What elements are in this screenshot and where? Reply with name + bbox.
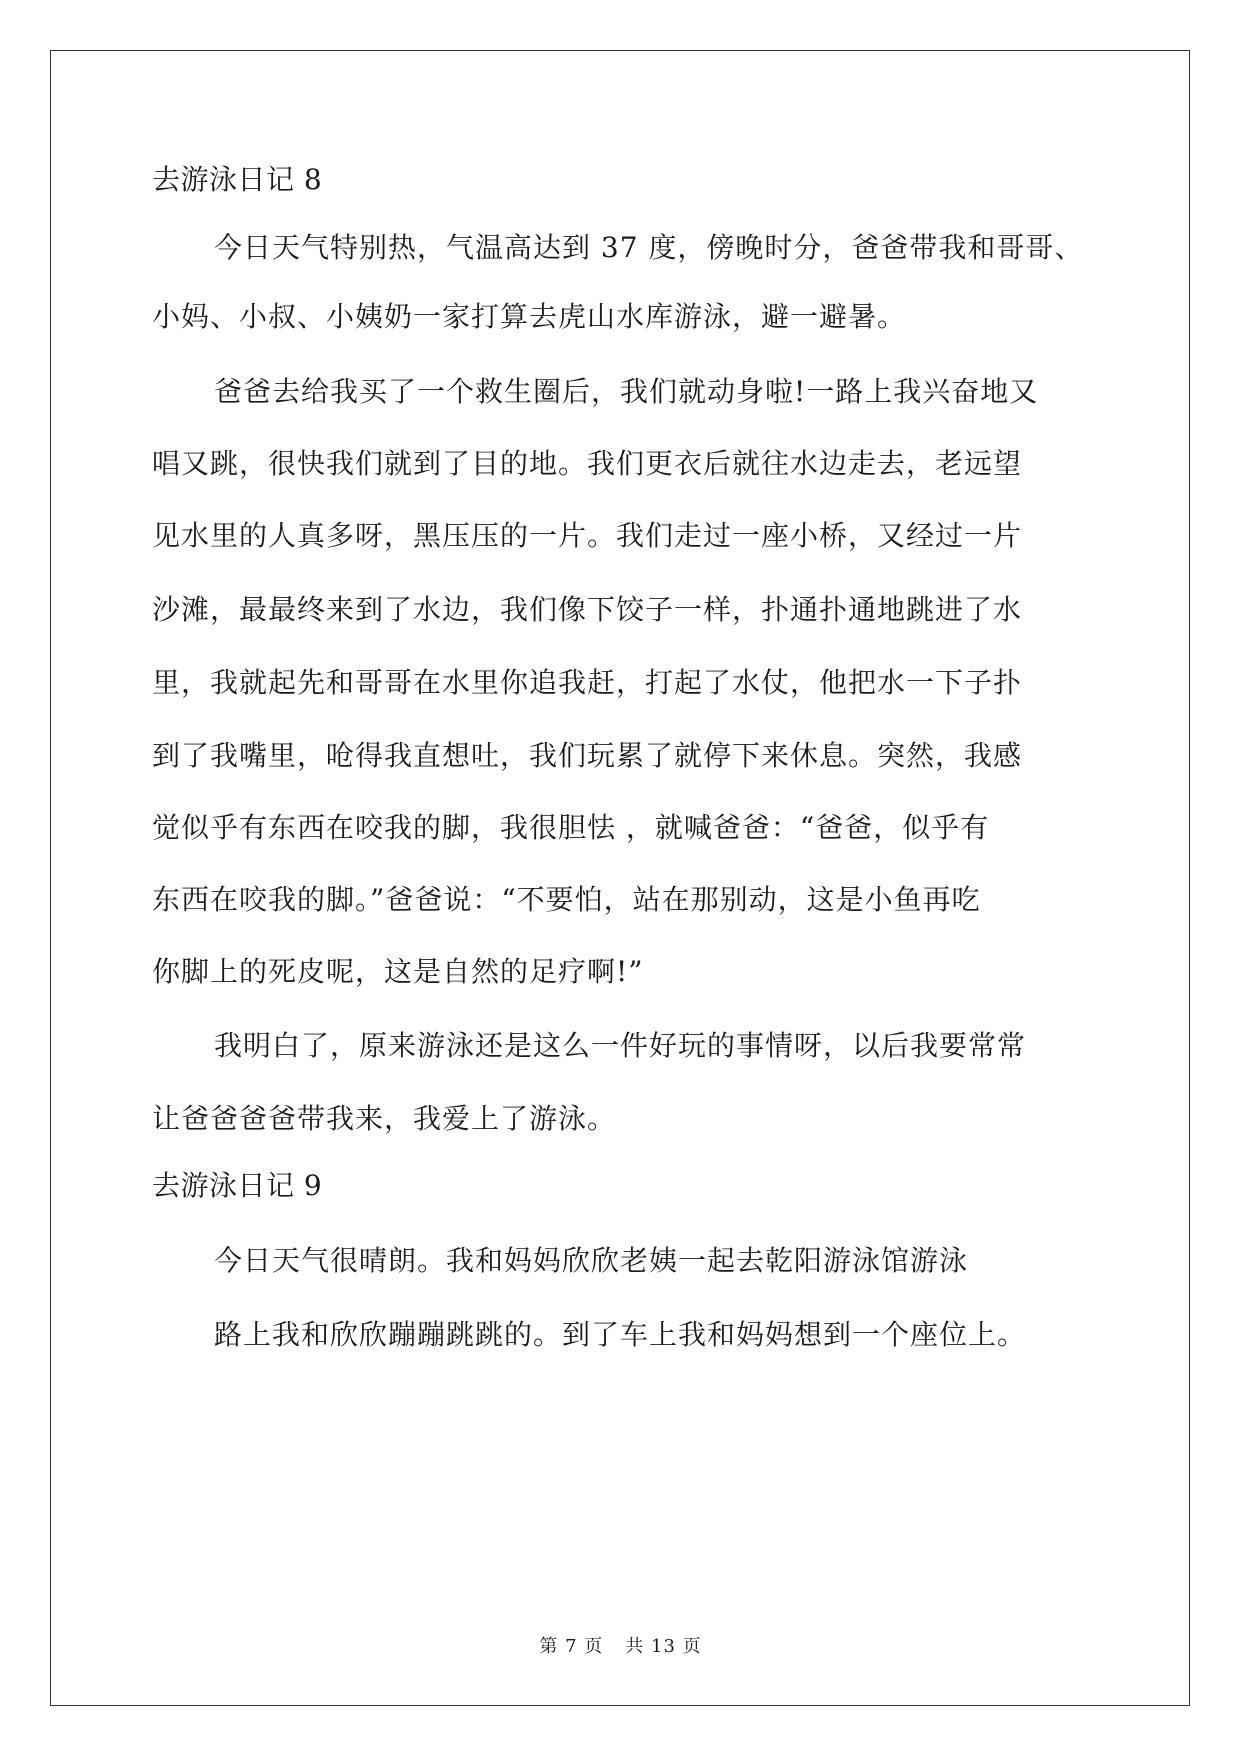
paragraph-line: 觉似乎有东西在咬我的脚，我很胆怯 ，就喊爸爸：“爸爸，似乎有 — [152, 811, 990, 844]
paragraph-line: 东西在咬我的脚。”爸爸说：“不要怕，站在那别动，这是小鱼再吃 — [152, 883, 981, 916]
page-footer — [0, 1635, 1241, 1659]
paragraph-line: 见水里的人真多呀，黑压压的一片。我们走过一座小桥，又经过一片 — [152, 519, 1023, 552]
page-total: 共 13 页 — [625, 1636, 702, 1657]
paragraph-line: 爸爸去给我买了一个救生圈后，我们就动身啦!一路上我兴奋地又 — [214, 375, 1039, 408]
paragraph-line: 沙滩，最最终来到了水边，我们像下饺子一样，扑通扑通地跳进了水 — [152, 593, 1023, 626]
paragraph-line: 唱又跳，很快我们就到了目的地。我们更衣后就往水边走去，老远望 — [152, 447, 1023, 480]
paragraph-line: 你脚上的死皮呢，这是自然的足疗啊!” — [152, 955, 644, 988]
paragraph-line: 今日天气很晴朗。我和妈妈欣欣老姨一起去乾阳游泳馆游泳 — [214, 1244, 969, 1277]
page-number: 第 7 页 — [539, 1636, 604, 1657]
paragraph-line: 今日天气特别热，气温高达到 37 度，傍晚时分，爸爸带我和哥哥、 — [214, 231, 1084, 264]
section-heading-8: 去游泳日记 8 — [152, 163, 323, 196]
paragraph-line: 到了我嘴里，呛得我直想吐，我们玩累了就停下来休息。突然，我感 — [152, 739, 1023, 772]
section-heading-9: 去游泳日记 9 — [152, 1169, 323, 1202]
paragraph-line: 我明白了，原来游泳还是这么一件好玩的事情呀，以后我要常常 — [214, 1029, 1027, 1062]
paragraph-line: 里，我就起先和哥哥在水里你追我赶，打起了水仗，他把水一下子扑 — [152, 666, 1023, 699]
paragraph-line: 小妈、小叔、小姨奶一家打算去虎山水库游泳，避一避暑。 — [152, 300, 907, 333]
paragraph-line: 让爸爸爸爸带我来，我爱上了游泳。 — [152, 1102, 617, 1135]
paragraph-line: 路上我和欣欣蹦蹦跳跳的。到了车上我和妈妈想到一个座位上。 — [214, 1318, 1027, 1351]
